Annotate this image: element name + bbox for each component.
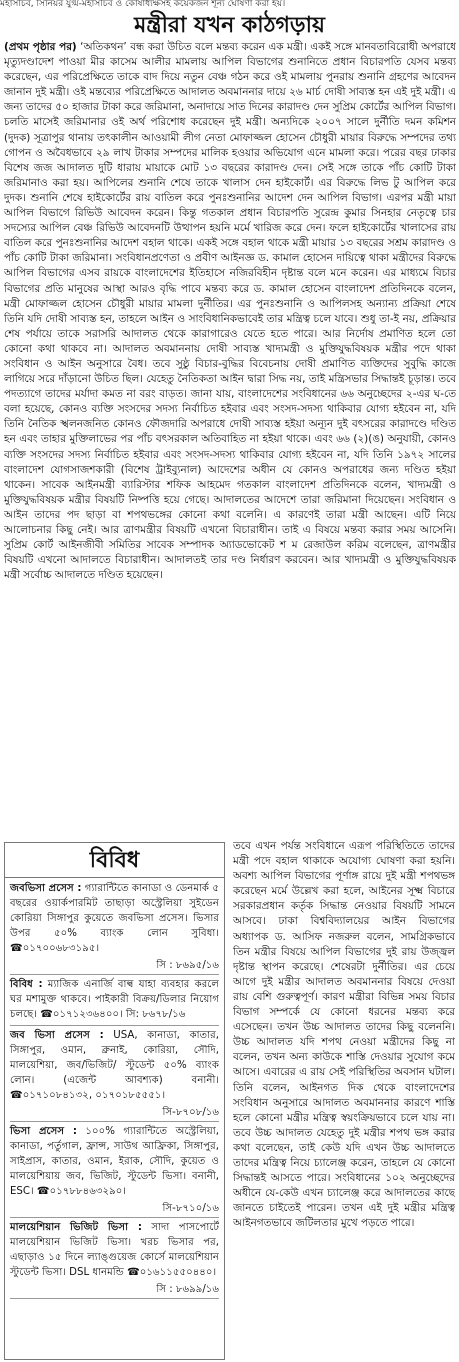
article-paragraph <box>4 40 456 583</box>
article-paragraph: তবে এখন পর্যন্ত সংবিধানে এরূপ পরিস্থিতিতে তাদের মন্ত্রী পদে বহাল থাকাকে অযোগ্য ঘোষণা করা হয়নি। অবশ্য আপিল বিভাগের পূর্ণাঙ্গ রায়ে দুই মন্ত্রী শপথভঙ্গ করেছেন মর্মে উল্লেখ করা হলে, আইনের সূক্ষ্ম বিচারে সরকারপ্রধান কর্তৃক সিদ্ধান্ত নেওয়ার বিষয়টি সামনে আসবে। ঢাকা বিশ্ববিদ্যালয়ের আইন বিভাগের অধ্যাপক ড. আসিফ নজরুল বলেন, সামগ্রিকভাবে তিন মন্ত্রীর বিষয়ে আপিল বিভাগের দুই রায় উজ্জ্বল দৃষ্টান্ত স্থাপন করেছে। শেষেরটা দুর্নীতির। এর চেয়ে আগে দুই মন্ত্রীর আদালত অবমাননার বিষয়ে দেওয়া রায় বেশি গুরুত্বপূর্ণ। কারণ মন্ত্রীরা বিভিন্ন সময় বিচার বিভাগ সম্পর্কে যে কোনো ধরনের মন্তব্য করে এসেছেন। তখন উচ্চ আদালত তাদের কিছু বলেননি। উচ্চ আদালত যদি শপথ নেওয়া মন্ত্রীদের কিছু না বলেন, তখন অন্য কাউকে শাস্তি দেওয়ার সুযোগ কমে আসে। এবারের এ রায় সেই পরিস্থিতির অবসান ঘটাল। তিনি বলেন, আইনগত দিক থেকে বাংলাদেশের সংবিধান অনুসারে আদালত অবমাননার কারণে শাস্তি হলে কোনো মন্ত্রীর মন্ত্রিত্ব স্বয়ংক্রিয়ভাবে চলে যায় না। তবে উচ্চ আদালত যেহেতু দুই মন্ত্রীর শপথ ভঙ্গ করার কথা বলেছেন, তাই কেউ যদি এখন উচ্চ আদালতে তাদের মন্ত্রিত্ব নিয়ে চ্যালেঞ্জ করেন, তাহলে যে কোনো সিদ্ধান্তই আসতে পারে। সংবিধানের ১০২ অনুচ্ছেদের অধীনে যে-কেউ এখন চ্যালেঞ্জ করে আদালতের কাছে জানতে চাইতেই পারেন। তখন এই দুই মন্ত্রীর মন্ত্রিত্ব আইনগতভাবে জটিলতার মুখে পড়তে পারে। <box>233 840 455 1230</box>
ad-title: বিবিধ : <box>10 979 43 990</box>
ad-body: ১০০% গ্যারান্টিতে অস্ট্রেলিয়া, কানাডা, পর্তুগাল, ফ্রান্স, সাউথ আফ্রিকা, সিঙ্গাপুর, সাইপ্রাস, কাতার, ওমান, ইরাক, সৌদি, কুয়েত ও মালয়েশিয়ায় জব, ভিজিট, স্টুডেন্ট ভিসা। বনানী, ESC। ☎০১৭৮৮৪৬৩২৯০। <box>10 1126 219 1197</box>
ad-body: গ্যারান্টিতে কানাডা ও ডেনমার্ক ৫ বছরের ওয়ার্কপারমিট তাছাড়া অস্ট্রেলিয়া সুইডেন কোরিয়া সিঙ্গাপুর কুয়েতে জবভিসা প্রসেস। ভিসার উপর ৫০% ব্যাংক লোন সুবিধা। ☎০১৭০০৬৮৩১৯৫। <box>10 883 219 954</box>
classifieds-list <box>5 878 224 1299</box>
classified-ad <box>10 977 219 1022</box>
ad-body: USA, কানাডা, কাতার, সিঙ্গাপুর, ওমান, ব্রুনাই, কোরিয়া, সৌদি, মালয়েশিয়া, জব/ভিজিট/ স্টুডেন্ট ৫০% ব্যাংক লোন। (এজেন্ট আবশ্যক) বনানী। ☎০১৭১০৮৪১৩২, ০১৭০১৮৫৫৫১। <box>10 1030 219 1101</box>
ad-code: সি-৮৭০৮/১৬ <box>10 1105 219 1122</box>
ad-title: মালয়েশিয়ান ভিজিট ভিসা : <box>10 1222 142 1233</box>
article-body-top <box>4 40 456 838</box>
continuation-label: (প্রথম পৃষ্ঠার পর) <box>4 41 77 53</box>
classified-ad <box>10 1124 219 1199</box>
paragraph-text: ‘অতিকথন’ বন্ধ করা উচিত বলে মন্তব্য করেন এক মন্ত্রী। একই সঙ্গে মানবতাবিরোধী অপরাধে মৃত্যুদণ্ডাদেশ পাওয়া মীর কাসেম আলীর মামলায় আপিল বিভাগের শুনানিতে প্রধান বিচারপতি যেসব মন্তব্য করেছেন, এর পরিপ্রেক্ষিতে তাকে বাদ দিয়ে নতুন বেঞ্চ গঠন করে ওই মামলায় পুনরায় শুনানি গ্রহণের আবেদন জানান দুই মন্ত্রী। ওই মন্তব্যের পরিপ্রেক্ষিতে আদালত অবমাননার দায়ে ২৬ মার্চ দোষী সাব্যস্ত হন এই দুই মন্ত্রী। এ জন্য তাদের ৫০ হাজার টাকা করে জরিমানা, অনাদায়ে সাত দিনের কারাদণ্ড দেন সুপ্রিম কোর্টের আপিল বিভাগ। চলতি মাসেই জরিমানার ওই অর্থ পরিশোধ করেছেন দুই মন্ত্রী। অন্যদিকে ২০০৭ সালে দুর্নীতি দমন কমিশন (দুদক) সূত্রাপুর থানায় তৎকালীন আওয়ামী লীগ নেতা মোফাজ্জল হোসেন চৌধুরী মায়ার বিরুদ্ধে সম্পদের তথ্য গোপন ও অবৈধভাবে ২৯ লাখ টাকার সম্পদের মালিক হওয়ার অভিযোগ এনে মামলা করে। পরের বছর ঢাকার বিশেষ জজ আদালত দুটি ধারায় মায়াকে মোট ১৩ বছরের কারাদণ্ড দেন। সেই সঙ্গে তাকে পাঁচ কোটি টাকা জরিমানাও করা হয়। আপিলের শুনানি শেষে তাকে খালাস দেন হাইকোর্ট। এর বিরুদ্ধে লিভ টু আপিল করে দুদক। শুনানি শেষে হাইকোর্টের রায় বাতিল করে পুনঃশুনানির আদেশ দেন আপিল বিভাগ। এরপর মন্ত্রী মায়া আপিল বিভাগে রিভিউ আবেদন করেন। কিন্তু গতকাল প্রধান বিচারপতি সুরেন্দ্র কুমার সিনহার নেতৃত্বে চার সদস্যের আপিল বেঞ্চ রিভিউ আবেদনটি উত্থাপন হয়নি মর্মে খারিজ করে দেন। ফলে হাইকোর্টের খালাসের রায় বাতিল করে পুনঃশুনানির আদেশ বহাল থাকে। একই সঙ্গে বহাল থাকে মন্ত্রী মায়ার ১৩ বছরের সশ্রম কারাদণ্ড ও পাঁচ কোটি টাকা জরিমানা। সংবিধানপ্রণেতা ও প্রবীণ আইনজ্ঞ ড. কামাল হোসেন দায়িত্বে থাকা মন্ত্রীদের বিরুদ্ধে আপিল বিভাগের এসব রায়কে বাংলাদেশের ইতিহাসে নজিরবিহীন দৃষ্টান্ত বলে মনে করেন। এর মাধ্যমে বিচার বিভাগের প্রতি মানুষের আস্থা আরও বৃদ্ধি পাবে মন্তব্য করে ড. কামাল হোসেন বাংলাদেশ প্রতিদিনকে বলেন, মন্ত্রী মোফাজ্জল হোসেন চৌধুরী মায়ার মামলা দুর্নীতির। এর পুনঃশুনানি ও আপিলসহ অন্যান্য প্রক্রিয়া শেষে তিনি যদি দোষী সাব্যস্ত হন, তাহলে আইন ও সাংবিধানিকভাবেই তার মন্ত্রিত্ব চলে যাবে। শুধু তা-ই নয়, প্রক্রিয়ার শেষ পর্যায়ে তাকে সরাসরি আদালত থেকে কারাগারেও যেতে হতে পারে। আর নির্দোষ প্রমাণিত হলে তো কোনো কথা থাকবে না। আদালত অবমাননায় দোষী সাব্যস্ত খাদ্যমন্ত্রী ও মুক্তিযুদ্ধবিষয়ক মন্ত্রীর পদে থাকা সংবিধান ও আইন অনুসারে বৈধ। তবে সুষ্ঠু বিচার-বুদ্ধির বিবেচনায় দোষী প্রমাণিত ব্যক্তিদের সুবুদ্ধি কাজে লাগিয়ে সরে দাঁড়ানো উচিত ছিল। যেহেতু নৈতিকতা আইন দ্বারা সিদ্ধ নয়, তাই মন্ত্রিসভার সিদ্ধান্তই চূড়ান্ত। তবে পদত্যাগে তাদের মর্যাদা কমত না বরং বাড়ত। জানা যায়, বাংলাদেশের সংবিধানের ৬৬ অনুচ্ছেদের ২-এর ঘ-তে বলা হয়েছে, কোনও ব্যক্তি সংসদের সদস্য নির্বাচিত হইবার এবং সংসদ-সদস্য থাকিবার যোগ্য হইবেন না, যদি তিনি নৈতিক স্খলনজনিত কোনও ফৌজদারি অপরাধে দোষী সাব্যস্ত হইয়া অন্যূন দুই বৎসরের কারাদণ্ডে দণ্ডিত হন এবং তাহার মুক্তিলাভের পর পাঁচ বৎসরকাল অতিবাহিত না হইয়া থাকে। এবং ৬৬ (২)(ঙ) অনুযায়ী, কোনও ব্যক্তি সংসদের সদস্য নির্বাচিত হইবার এবং সংসদ-সদস্য থাকিবার যোগ্য হইবেন না, যদি তিনি ১৯৭২ সালের বাংলাদেশ যোগসাজশকারী (বিশেষ ট্রাইব্যুনাল) আদেশের অধীন যে কোনও অপরাধের জন্য দণ্ডিত হইয়া থাকেন। সাবেক আইনমন্ত্রী ব্যারিস্টার শফিক আহমেদ গতকাল বাংলাদেশ প্রতিদিনকে বলেন, খাদ্যমন্ত্রী ও মুক্তিযুদ্ধবিষয়ক মন্ত্রীর বিষয়টি নিষ্পত্তি হয়ে গেছে। আদালতের আদেশে তারা জরিমানা দিয়েছেন। সংবিধান ও আইন তাদের পদ ছাড়া বা শপথভঙ্গের কোনো কথা বলেনি। এ কারণেই তারা মন্ত্রী আছেন। এটি নিয়ে আলোচনার কিছু নেই। আর ত্রাণমন্ত্রীর বিষয়টি এখনো বিচারাধীন। তাই এ বিষয়ে মন্তব্য করার সময় আসেনি। সুপ্রিম কোর্ট আইনজীবী সমিতির সাবেক সম্পাদক অ্যাডভোকেট শ ম রেজাউল করিম বলেছেন, ত্রাণমন্ত্রীর বিষয়টি এখনো আদালতে বিচারাধীন। আদালতই তার দণ্ড নির্ধারণ করবেন। আর খাদ্যমন্ত্রী ও মুক্তিযুদ্ধবিষয়ক মন্ত্রী সর্বোচ্চ আদালতে দণ্ডিত হয়েছেন। <box>4 41 456 582</box>
ad-code: সি : ৮৬৯৫/১৬ <box>10 958 219 975</box>
ad-body: সাদা পাসপোর্টে মালয়েশিয়ান ভিজিট ভিসা। খরচ ভিসার পর, এছাড়াও ১৫ দিনে ল্যাঙ্গুয়েজ কোর্সে মালয়েশিয়ান স্টুডেন্ট ভিসা। DSL ধানমন্ডি ☎০১৬১১৫৫০৪৪০। <box>10 1222 220 1278</box>
ad-code: সি : ৮৬৯৯/১৬ <box>10 1282 219 1299</box>
classifieds-heading: বিবিধ <box>5 843 224 878</box>
article-headline: মন্ত্রীরা যখন কাঠগড়ায় <box>134 12 325 38</box>
ad-code <box>10 1024 219 1026</box>
classified-ad <box>10 1220 219 1280</box>
ad-title: ভিসা প্রসেস : <box>10 1126 77 1137</box>
classifieds-box <box>4 842 225 1360</box>
ad-title: জব ভিসা প্রসেস : <box>10 1030 104 1041</box>
ad-title: জবভিসা প্রসেস : <box>10 883 82 894</box>
ad-code: সি-৮৭১০/১৬ <box>10 1201 219 1218</box>
article-body-right-column <box>233 839 455 1362</box>
previous-article-strip: মহাসচিব, সিনিয়র যুগ্ম-মহাসচিব ও কোষাধ্যক্ষসহ কয়েকজন শূন্য ঘোষণা করা হয়। <box>0 0 286 9</box>
ad-body: ম্যাজিক এনার্জি বাল্ব যাহা ব্যবহার করলে ঘর মশামুক্ত থাকবে। পাইকারী বিক্রয়/ডিলার নিয়োগ চলছে। ☎০১৭১২৩৬৪০০। সি: ৮৬৭৮/১৬ <box>10 979 219 1020</box>
classified-ad <box>10 881 219 956</box>
classified-ad <box>10 1028 219 1103</box>
